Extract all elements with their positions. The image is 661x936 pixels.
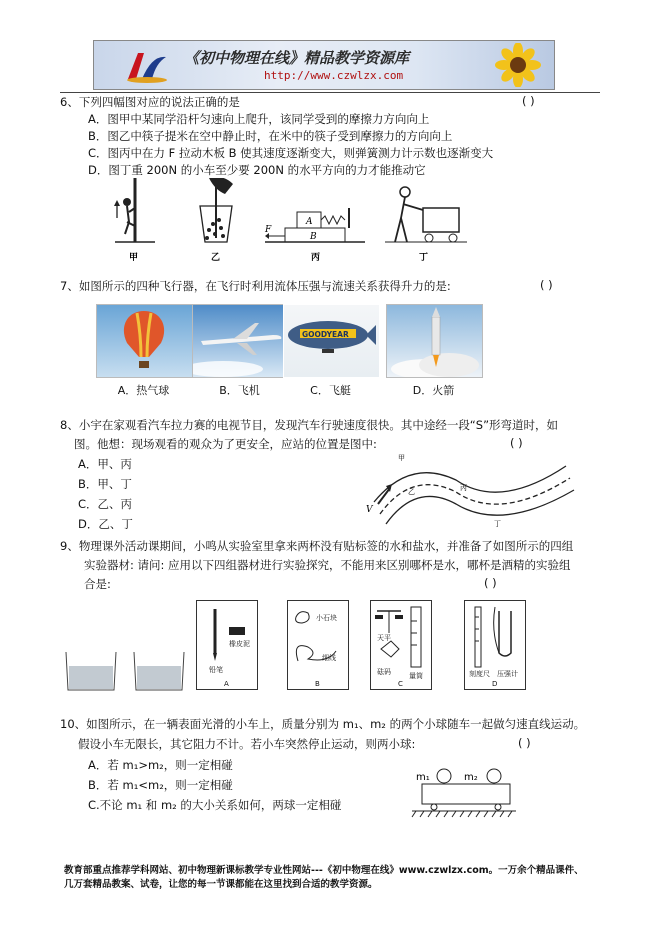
label-m2: m₂ — [464, 772, 478, 783]
q7-caption-d: D．火箭 — [412, 384, 455, 397]
banner-url[interactable]: http://www.czwlzx.com — [264, 69, 404, 82]
q10-stem-2: 假设小车无限长，其它阻力不计。若小车突然停止运动，则两小球: — [78, 737, 416, 751]
q7-answer-blank[interactable]: ( ) — [540, 278, 553, 292]
label-cylinder: 量筒 — [409, 672, 423, 680]
q9-panel-b — [287, 600, 349, 690]
q9-stem-2: 实验器材: 请问: 应用以下四组器材进行实验探究，不能用来区别哪杯是水，哪杯是酒精的实验组 — [84, 558, 571, 572]
q6-option-c: C．图丙中在力 F 拉动木板 B 使其速度逐渐变大，则弹簧测力计示数也逐渐变大 — [88, 146, 494, 160]
q7-caption-c: C．飞艇 — [310, 384, 351, 397]
q6-option-a: A．图甲中某同学沿杆匀速向上爬升，该同学受到的摩擦力方向向上 — [88, 112, 430, 126]
photo-hot-air-balloon — [96, 304, 193, 378]
sunflower-icon — [488, 43, 548, 87]
panel-letter-a: A — [224, 680, 229, 688]
q10-cart-figure — [410, 762, 520, 824]
panel-letter-c: C — [398, 680, 403, 688]
q6-stem: 6、下列四幅图对应的说法正确的是 — [60, 95, 240, 109]
q6-option-b: B．图乙中筷子提米在空中静止时，在米中的筷子受到摩擦力的方向向上 — [88, 129, 453, 143]
q8-s-curve-figure — [360, 452, 580, 530]
figure-pole-climber — [114, 178, 155, 242]
q8-stem-2: 图。他想：现场观看的观众为了更安全，应站的位置是图中: — [74, 437, 377, 451]
q9-two-beakers — [62, 650, 192, 692]
label-pencil: 铅笔 — [209, 666, 223, 674]
header-rule — [60, 92, 600, 93]
q10-stem-1: 10、如图所示，在一辆表面光滑的小车上，质量分别为 m₁、m₂ 的两个小球随车一起做匀速直线运动。 — [60, 717, 586, 731]
label-thread: 细线 — [322, 654, 336, 662]
q8-option-a: A．甲、丙 — [78, 457, 132, 471]
q10-option-c: C.不论 m₁ 和 m₂ 的大小关系如何，两球一定相碰 — [88, 798, 342, 812]
label-manometer: 压强计 — [497, 670, 518, 678]
pos-bing: 丙 — [460, 484, 467, 492]
q6-option-d: D．图丁重 200N 的小车至少要 200N 的水平方向的力才能推动它 — [88, 163, 426, 177]
photo-blimp — [283, 304, 380, 378]
q8-option-c: C．乙、丙 — [78, 497, 133, 511]
q9-panel-c — [370, 600, 432, 690]
fig-label-bing: 丙 — [311, 253, 321, 263]
page-footer — [64, 864, 604, 892]
q9-panel-a — [196, 600, 258, 690]
figure-chopsticks-rice — [200, 178, 233, 242]
site-logo-icon — [122, 45, 172, 85]
panel-letter-d: D — [492, 680, 498, 688]
label-stone: 小石块 — [316, 614, 337, 622]
q6-figures — [105, 178, 475, 268]
label-ruler: 刻度尺 — [469, 670, 490, 678]
footer-line-2: 几万套精品教案、试卷，让您的每一节课都能在这里找到合适的教学资源。 — [64, 879, 378, 890]
label-f: F — [265, 225, 272, 235]
label-b: B — [310, 232, 317, 242]
pos-jia: 甲 — [398, 454, 405, 462]
q10-option-b: B．若 m₁<m₂，则一定相碰 — [88, 778, 233, 792]
q9-panel-d — [464, 600, 526, 690]
photo-rocket — [386, 304, 483, 378]
label-balance: 天平 — [377, 634, 391, 642]
q10-answer-blank[interactable]: ( ) — [518, 736, 531, 750]
fig-label-ding: 丁 — [419, 253, 429, 263]
q7-caption-a: A．热气球 — [117, 384, 170, 397]
q10-option-a: A．若 m₁>m₂，则一定相碰 — [88, 758, 233, 772]
figure-pushing-cart — [385, 187, 467, 242]
header-banner — [93, 40, 555, 90]
label-m1: m₁ — [416, 772, 430, 783]
q8-stem-1: 8、小宇在家观看汽车拉力赛的电视节目，发现汽车行驶速度很快。其中途经一段“S”形弯道时，如 — [60, 418, 559, 432]
q9-stem-3: 合是: — [84, 577, 111, 591]
banner-title: 《初中物理在线》精品教学资源库 — [184, 49, 410, 67]
q8-option-b: B．甲、丁 — [78, 477, 132, 491]
label-clay: 橡皮泥 — [229, 640, 250, 648]
figure-blocks-spring — [264, 208, 365, 242]
photo-airplane — [192, 304, 289, 378]
pos-yi: 乙 — [408, 488, 415, 496]
q8-option-d: D．乙、丁 — [78, 517, 133, 531]
q9-answer-blank[interactable]: ( ) — [484, 576, 497, 590]
footer-line-1: 教育部重点推荐学科网站、初中物理新课标教学专业性网站---《初中物理在线》www.czwlzx.com。一万余个精品课件、 — [64, 865, 584, 876]
blimp-text: GOODYEAR — [302, 330, 349, 339]
velocity-label: V — [366, 505, 373, 515]
q7-stem: 7、如图所示的四种飞行器，在飞行时利用流体压强与流速关系获得升力的是: — [60, 279, 451, 293]
q7-caption-b: B．飞机 — [219, 384, 260, 397]
panel-letter-b: B — [315, 680, 320, 688]
fig-label-jia: 甲 — [129, 253, 139, 263]
fig-label-yi: 乙 — [211, 253, 221, 263]
q8-answer-blank[interactable]: ( ) — [510, 436, 523, 450]
label-weights: 砝码 — [377, 668, 391, 676]
q9-stem-1: 9、物理课外活动课期间，小鸣从实验室里拿来两杯没有贴标签的水和盐水，并准备了如图所示的四组 — [60, 539, 574, 553]
q6-answer-blank[interactable]: ( ) — [522, 94, 535, 108]
pos-ding: 丁 — [494, 520, 501, 528]
label-a: A — [306, 217, 313, 227]
